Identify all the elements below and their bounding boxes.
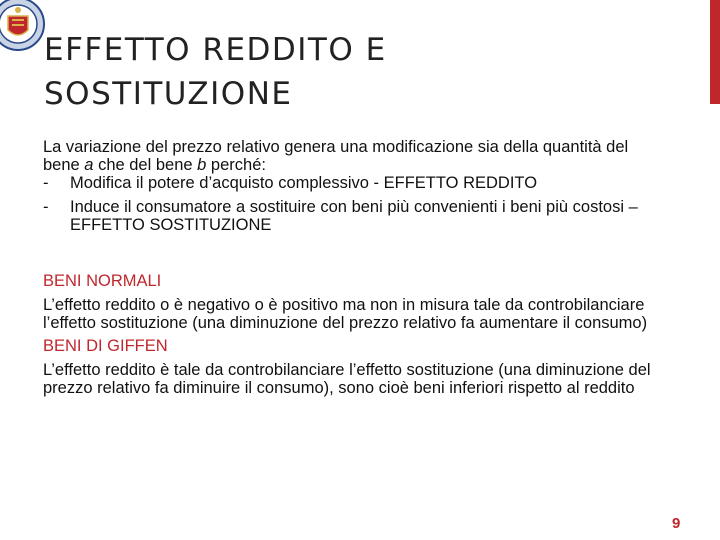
section-text-giffen-goods: L’effetto reddito è tale da controbilanciare l’effetto sostituzione (una diminuzione del prezzo relativo fa diminuire il consumo), sono cioè beni inferiori rispetto al reddito [43, 361, 651, 397]
page-number: 9 [672, 515, 681, 532]
intro-good-b: b [197, 156, 207, 174]
bullet-text: Induce il consumatore a sostituire con beni più convenienti i beni più costosi – EFFETTO SOSTITUZIONE [70, 198, 638, 234]
list-item [43, 174, 653, 192]
intro-text-start: La variazione del prezzo relativo genera una modificazione sia della quantità del bene [43, 138, 629, 174]
slide-body [43, 138, 653, 397]
bullet-text: Modifica il potere d’acquisto complessivo - EFFETTO REDDITO [70, 174, 538, 192]
intro-paragraph [43, 138, 653, 174]
accent-bar [710, 0, 720, 104]
title-line-1: EFFETTO REDDITO E [44, 32, 387, 68]
intro-good-a: a [84, 156, 94, 174]
university-seal-icon [0, 0, 46, 58]
title-line-2: SOSTITUZIONE [44, 76, 293, 112]
intro-text-mid: che del bene [93, 156, 198, 174]
intro-text-end: perché: [206, 156, 266, 174]
list-item [43, 198, 653, 234]
section-heading-giffen-goods: BENI DI GIFFEN [43, 337, 168, 355]
bullet-dash: - [43, 198, 49, 216]
bullet-dash: - [43, 174, 49, 192]
section-heading-normal-goods: BENI NORMALI [43, 272, 162, 290]
section-text-normal-goods: L’effetto reddito o è negativo o è positivo ma non in misura tale da controbilanciare l’effetto sostituzione (una diminuzione del prezzo relativo fa aumentare il consumo) [43, 296, 648, 332]
effects-list [43, 174, 653, 234]
slide-title [44, 28, 387, 116]
